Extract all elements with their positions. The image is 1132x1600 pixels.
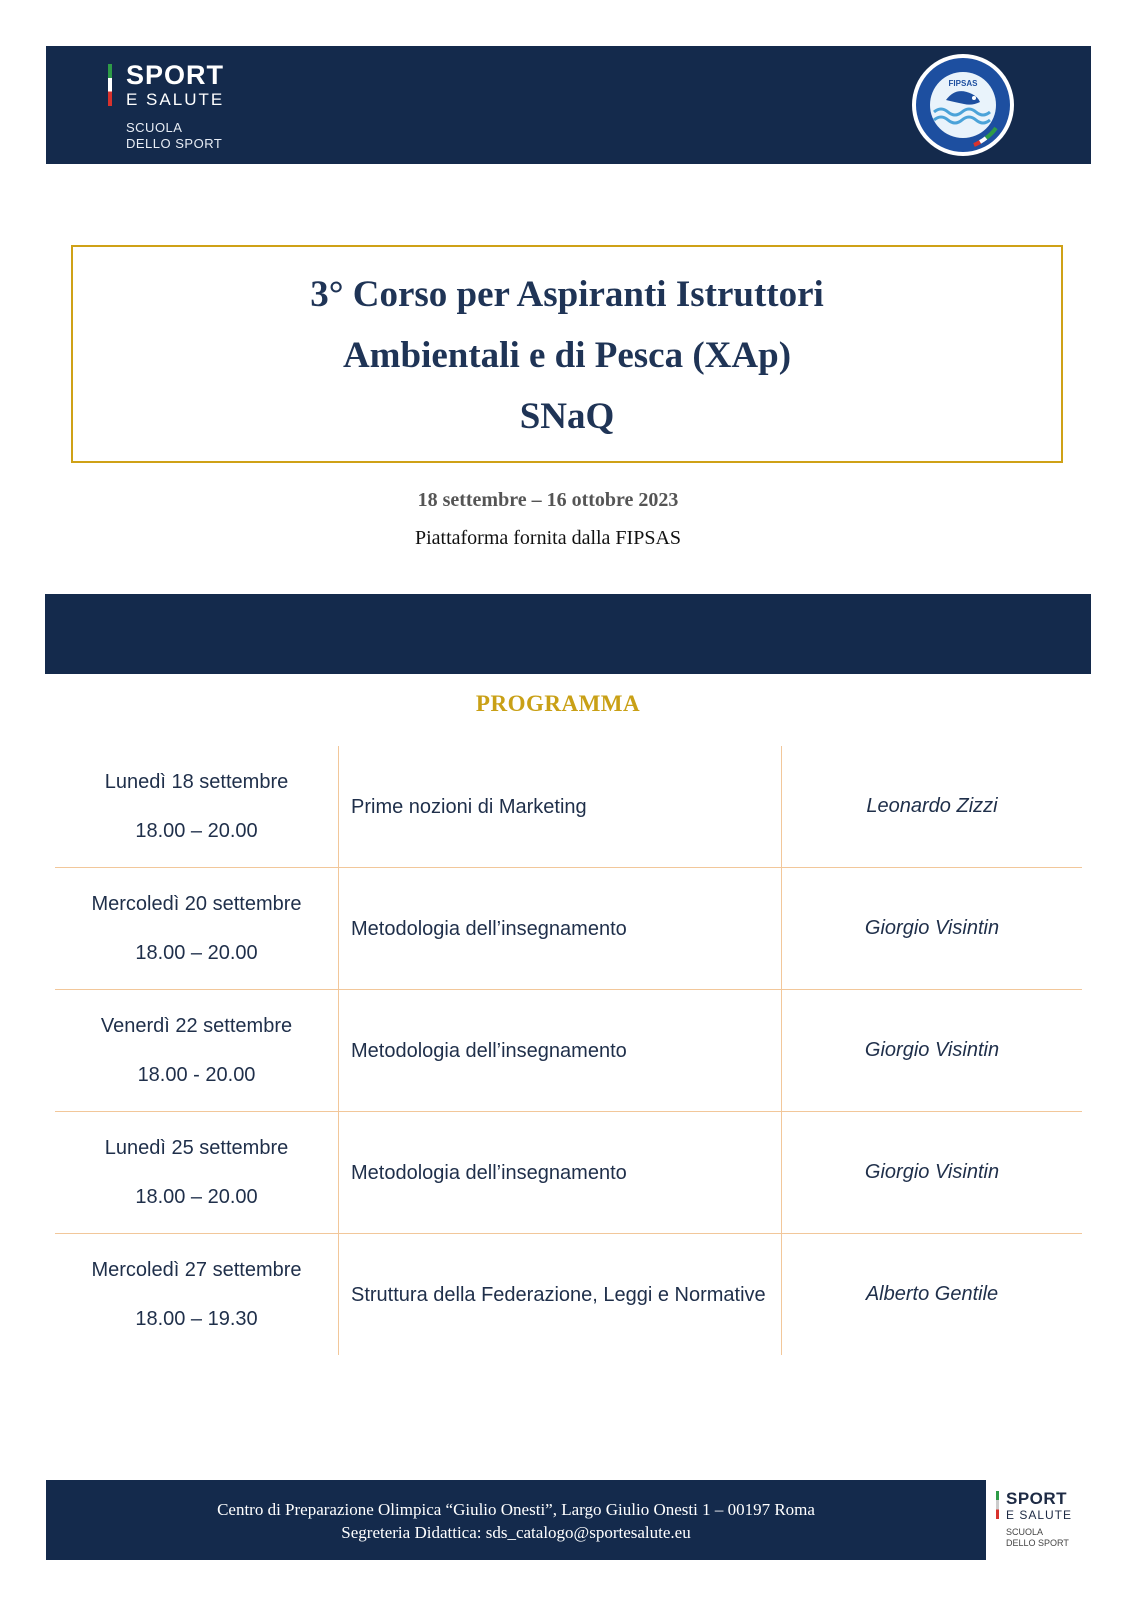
schedule-teacher: Giorgio Visintin [782, 990, 1083, 1112]
schedule-day: Venerdì 22 settembre [100, 1015, 293, 1037]
schedule-teacher: Alberto Gentile [865, 1283, 999, 1305]
schedule-topic: Metodologia dell’insegnamento [339, 868, 782, 990]
schedule-date-cell [55, 868, 339, 990]
italian-flag-stripe [108, 64, 112, 106]
schedule-row [55, 1234, 1082, 1356]
schedule-topic: Struttura della Federazione, Leggi e Normative [339, 1234, 782, 1356]
course-dates: 18 settembre – 16 ottobre 2023 [417, 489, 679, 511]
schedule-topic: Metodologia dell’insegnamento [339, 1112, 782, 1234]
schedule-day: Lunedì 18 settembre [104, 771, 289, 793]
schedule-day: Mercoledì 27 settembre [91, 1259, 302, 1281]
programma-heading: PROGRAMMA [475, 691, 641, 716]
logo-scuola-text: SCUOLA DELLO SPORT [126, 120, 223, 151]
schedule-row [55, 990, 1082, 1112]
schedule-teacher: Giorgio Visintin [782, 868, 1083, 990]
schedule-topic: Metodologia dell’insegnamento [339, 990, 782, 1112]
schedule-time: 18.00 – 19.30 [135, 1308, 258, 1330]
schedule-row [55, 1112, 1082, 1234]
divider-band [45, 594, 1091, 674]
course-title-line-1: 3° Corso per Aspiranti Istruttori [310, 274, 824, 315]
course-title-line-2: Ambientali e di Pesca (XAp) [342, 335, 792, 376]
course-title-box [71, 245, 1063, 463]
course-title-line-3: SNaQ [519, 396, 615, 437]
schedule-teacher: Giorgio Visintin [782, 1112, 1083, 1234]
svg-text:FIPSAS: FIPSAS [948, 79, 978, 88]
fipsas-badge-icon [910, 52, 1016, 158]
schedule-date-cell [55, 990, 339, 1112]
schedule-row [55, 746, 1082, 868]
schedule-teacher: Leonardo Zizzi [782, 746, 1083, 868]
schedule-day: Mercoledì 20 settembre [91, 893, 302, 915]
schedule-date-cell [55, 1112, 339, 1234]
logo-salute-text: E SALUTE [126, 90, 225, 109]
logo-sport-text: SPORT [126, 60, 225, 90]
header-band [46, 46, 1091, 164]
footer-contact: Segreteria Didattica: sds_catalogo@sportesalute.eu [341, 1523, 691, 1542]
italian-flag-stripe [996, 1491, 999, 1519]
schedule-date-cell [55, 746, 339, 868]
schedule-date-cell [55, 1234, 339, 1356]
footer-address: Centro di Preparazione Olimpica “Giulio Onesti”, Largo Giulio Onesti 1 – 00197 Roma [217, 1500, 815, 1519]
schedule-row [55, 868, 1082, 990]
schedule-day: Lunedì 25 settembre [104, 1137, 289, 1159]
schedule-time: 18.00 – 20.00 [135, 1186, 258, 1208]
schedule-time: 18.00 – 20.00 [135, 942, 258, 964]
schedule-topic: Prime nozioni di Marketing [339, 746, 782, 868]
schedule-time: 18.00 – 20.00 [135, 820, 258, 842]
schedule-table [55, 746, 1082, 1355]
platform-note: Piattaforma fornita dalla FIPSAS [414, 527, 682, 549]
schedule-time: 18.00 - 20.00 [137, 1064, 256, 1086]
footer-band [46, 1480, 986, 1560]
